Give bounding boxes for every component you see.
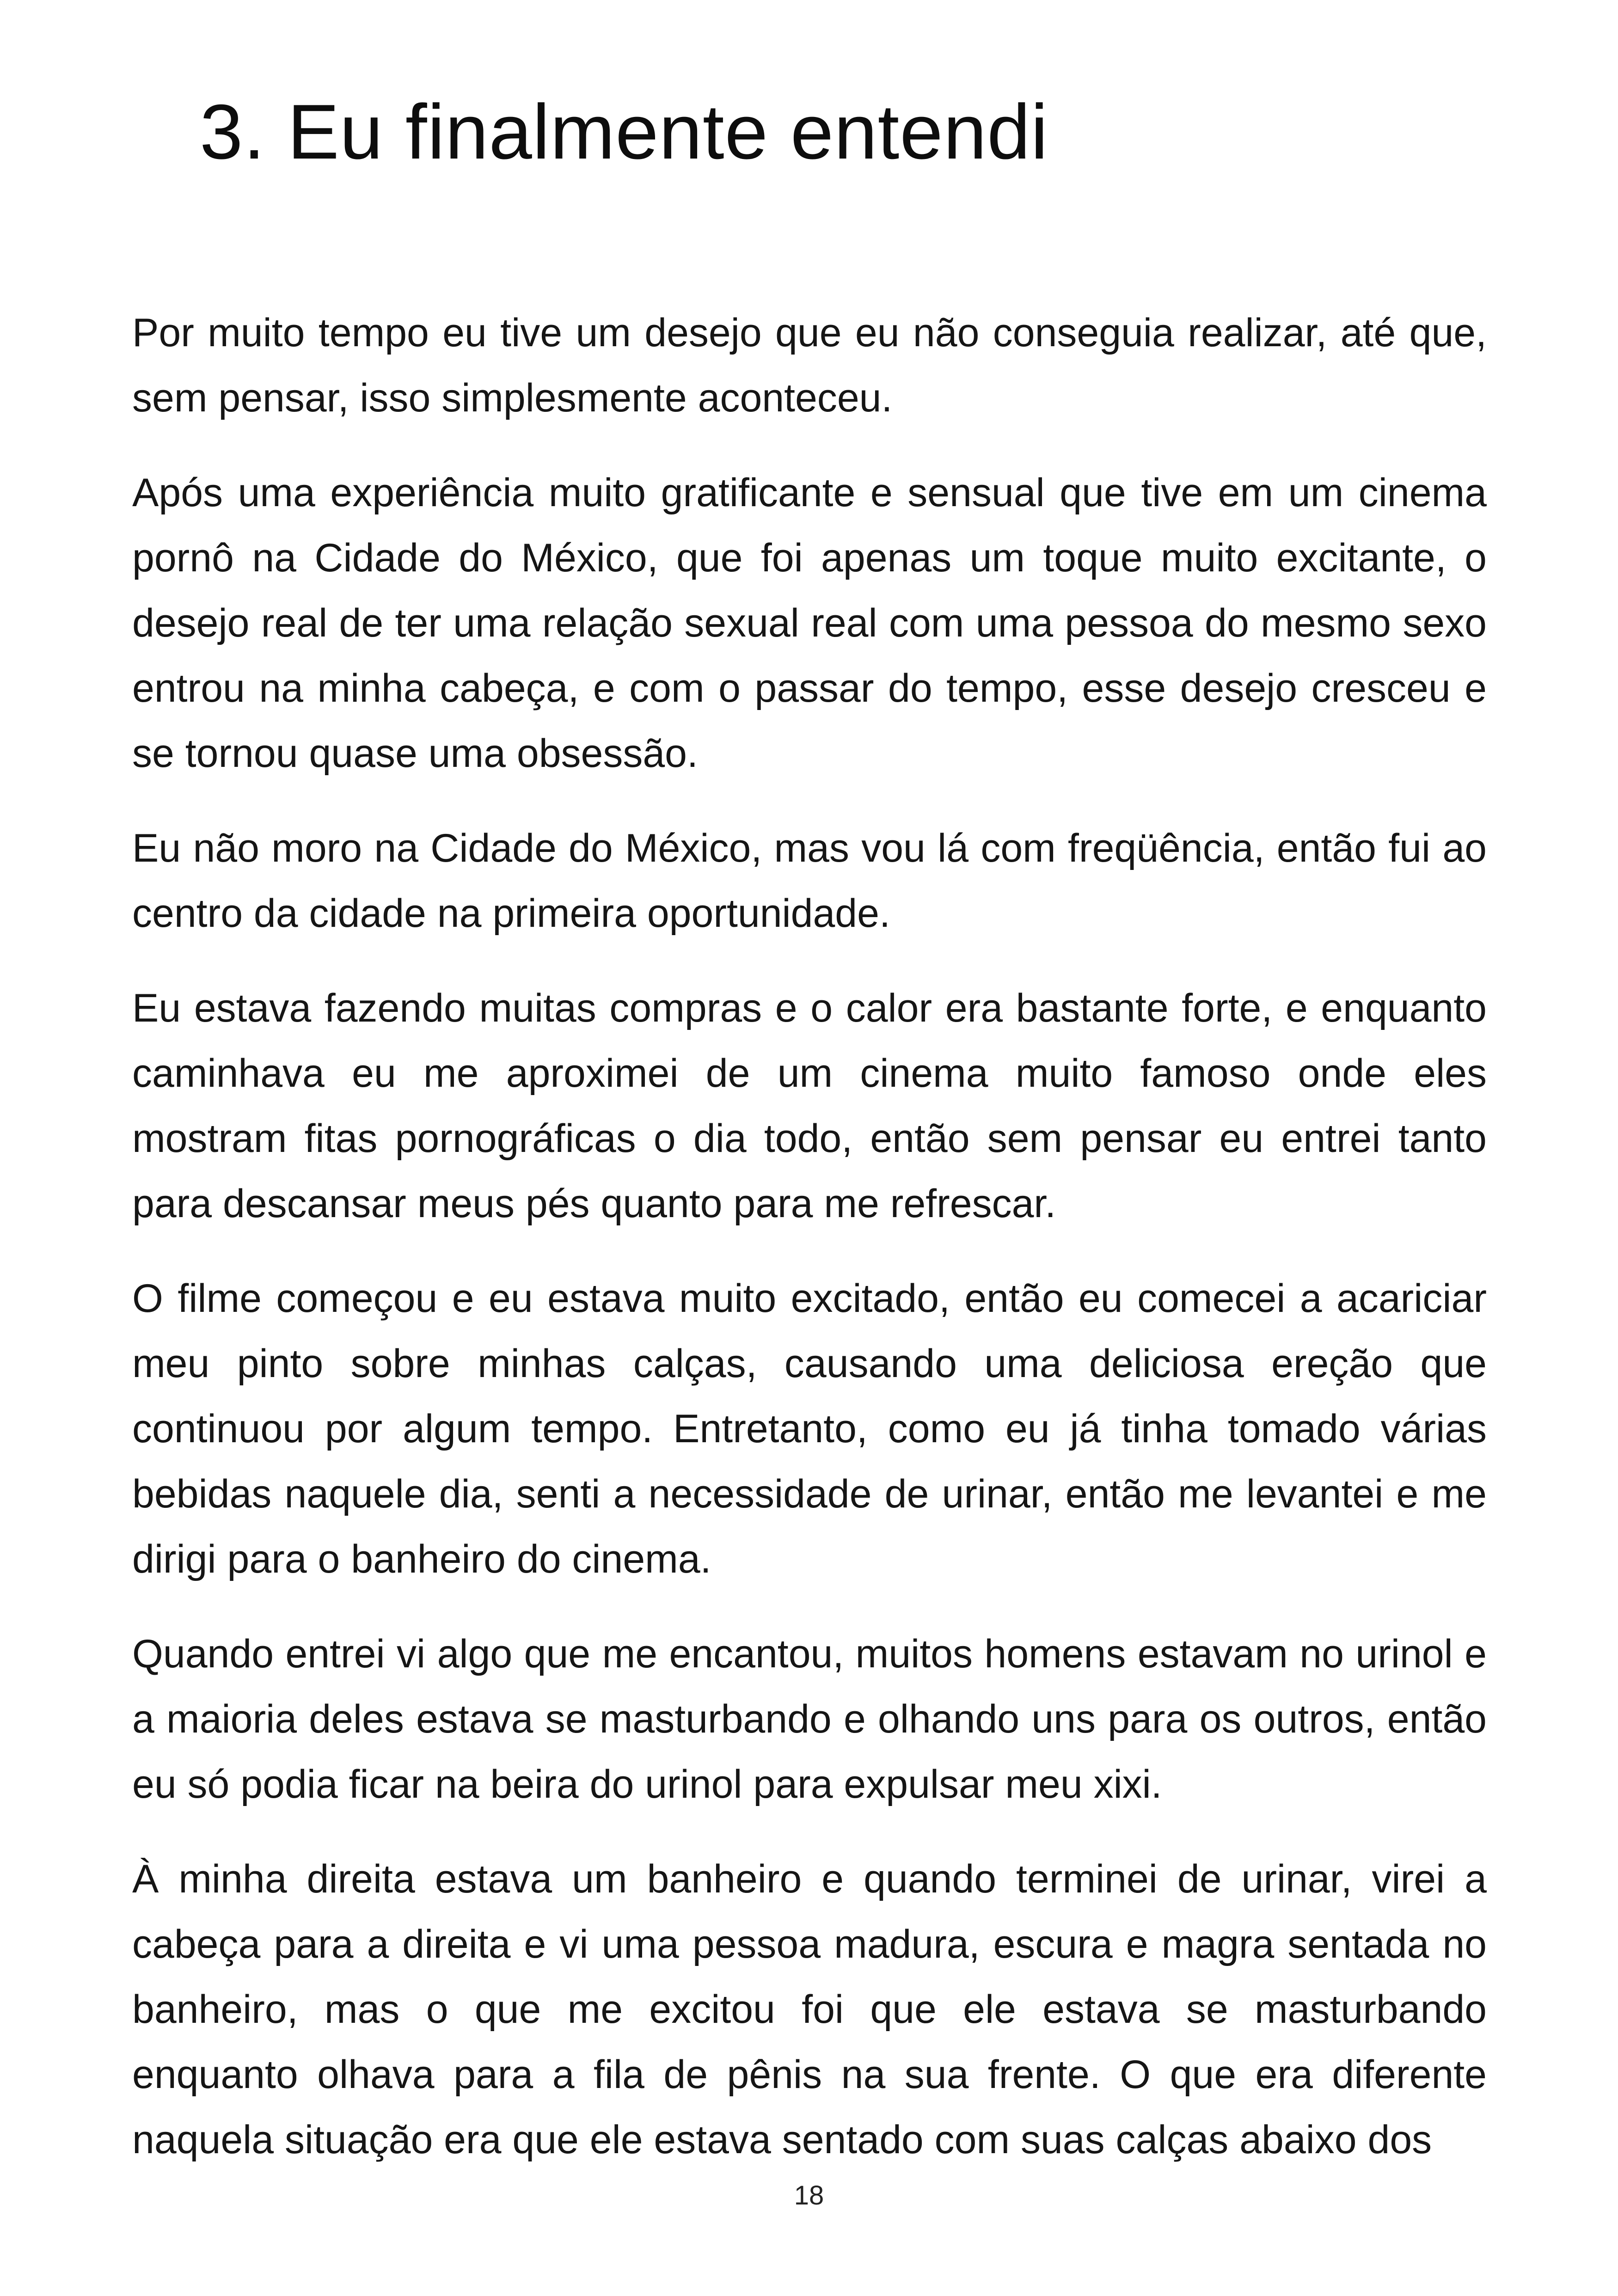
paragraph: Quando entrei vi algo que me encantou, muitos homens estavam no urinol e a maioria deles estava se masturbando e olhando uns para os outros, então eu só podia ficar na beira do urinol para expulsar meu xixi. bbox=[132, 1632, 1487, 1806]
paragraph: O filme começou e eu estava muito excitado, então eu comecei a acariciar meu pinto sobre minhas calças, causando uma deliciosa ereção que continuou por algum tempo. Entretanto, como eu já tinha tomado várias bebidas naquele dia, senti a necessidade de urinar, então me levantei e me dirigi para o banheiro do cinema. bbox=[132, 1276, 1487, 1581]
chapter-title: 3. Eu finalmente entendi bbox=[200, 88, 1048, 175]
paragraph: Eu não moro na Cidade do México, mas vou lá com freqüência, então fui ao centro da cidade na primeira oportunidade. bbox=[132, 826, 1487, 936]
paragraph: À minha direita estava um banheiro e quando terminei de urinar, virei a cabeça para a direita e vi uma pessoa madura, escura e magra sentada no banheiro, mas o que me excitou foi que ele estava se masturbando enquanto olhava para a fila de pênis na sua frente. O que era diferente naquela situação era que ele estava sentado com suas calças abaixo dos bbox=[132, 1857, 1487, 2162]
paragraph: Após uma experiência muito gratificante e sensual que tive em um cinema pornô na Cidade do México, que foi apenas um toque muito excitante, o desejo real de ter uma relação sexual real com uma pessoa do mesmo sexo entrou na minha cabeça, e com o passar do tempo, esse desejo cresceu e se tornou quase uma obsessão. bbox=[132, 471, 1487, 776]
page-number: 18 bbox=[794, 2180, 824, 2210]
paragraph: Eu estava fazendo muitas compras e o calor era bastante forte, e enquanto caminhava eu me aproximei de um cinema muito famoso onde eles mostram fitas pornográficas o dia todo, então sem pensar eu entrei tanto para descansar meus pés quanto para me refrescar. bbox=[132, 986, 1487, 1226]
paragraph: Por muito tempo eu tive um desejo que eu não conseguia realizar, até que, sem pensar, isso simplesmente aconteceu. bbox=[132, 311, 1487, 420]
body-text bbox=[132, 300, 1487, 2202]
